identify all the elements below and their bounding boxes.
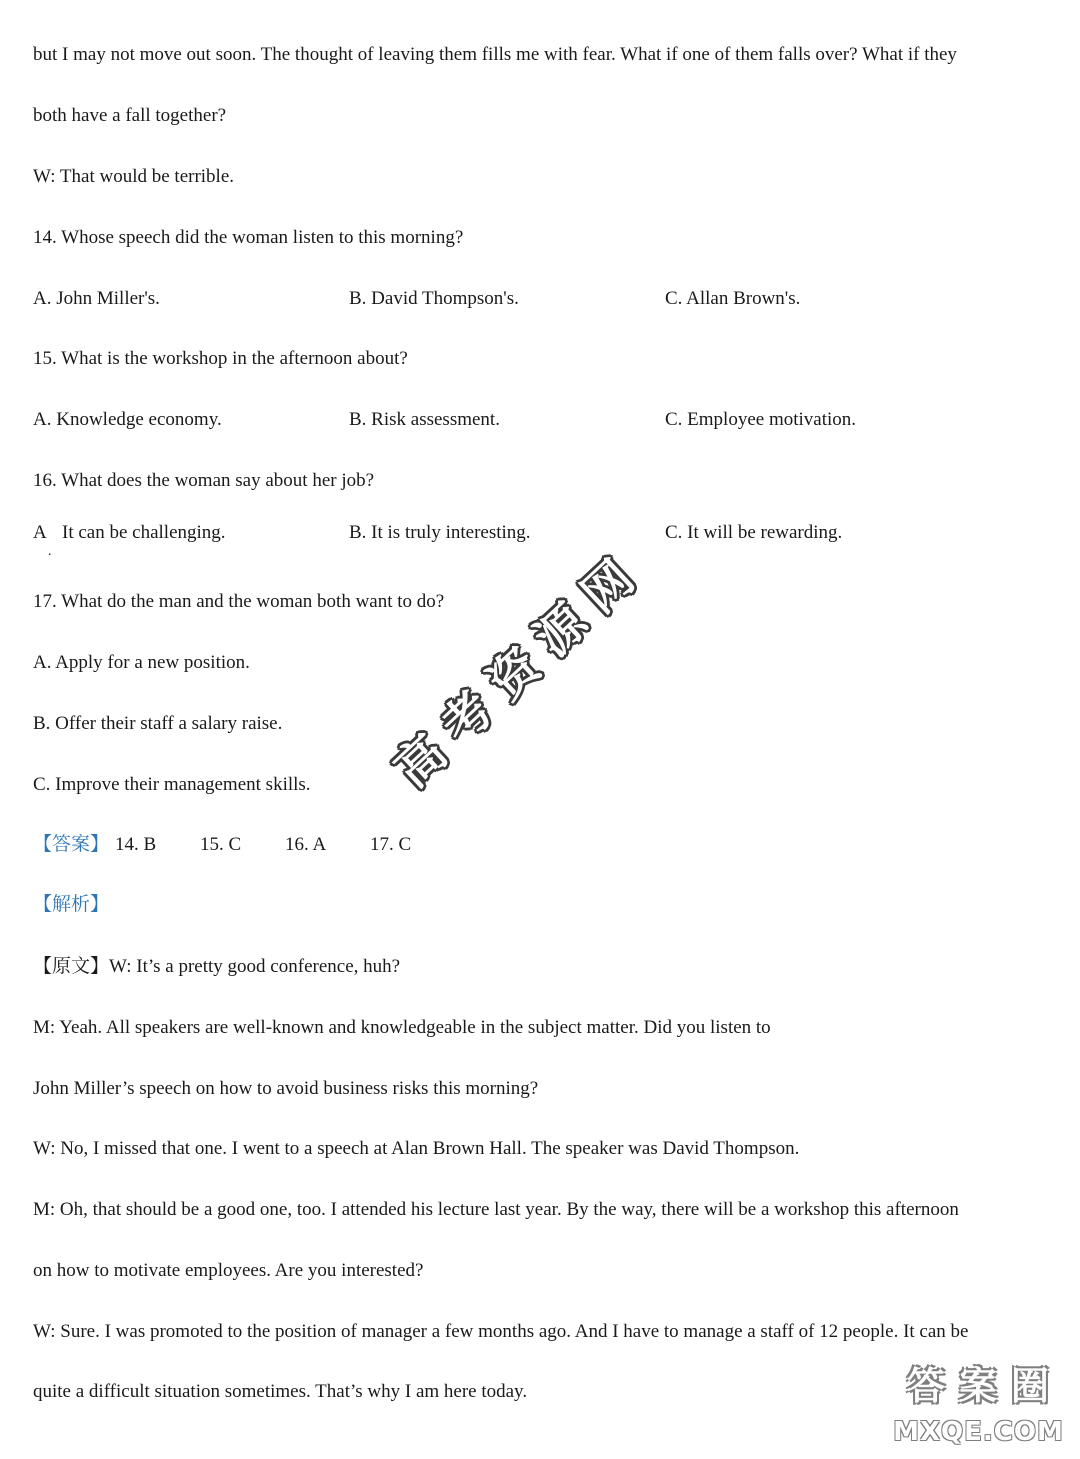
answer-label: 【答案】: [33, 834, 110, 855]
q17-option-b: B. Offer their staff a salary raise.: [33, 713, 283, 734]
original-first-line: [33, 955, 400, 979]
original-line: W: It’s a pretty good conference, huh?: [109, 956, 401, 977]
q17-option-a: A. Apply for a new position.: [33, 652, 250, 673]
answer-item: 16. A: [285, 834, 327, 855]
q16-option-c: C. It will be rewarding.: [665, 522, 843, 543]
analysis-label: 【解析】: [33, 894, 110, 915]
question-17: 17. What do the man and the woman both want to do?: [33, 591, 445, 612]
original-line: M: Yeah. All speakers are well-known and knowledgeable in the subject matter. Did you listen to: [33, 1017, 771, 1038]
q14-option-c: C. Allan Brown's.: [665, 288, 801, 309]
q14-option-a: A. John Miller's.: [33, 288, 160, 309]
original-line: quite a difficult situation sometimes. That’s why I am here today.: [33, 1381, 528, 1402]
q14-option-b: B. David Thompson's.: [349, 288, 519, 309]
watermark-char: 网: [571, 549, 645, 624]
watermark-char: 资: [477, 637, 552, 711]
answer-item: 17. C: [370, 834, 412, 855]
logo-char: 圈: [1010, 1364, 1049, 1408]
original-label: 【原文】: [33, 956, 110, 977]
original-line: W: No, I missed that one. I went to a speech at Alan Brown Hall. The speaker was David Thompson.: [33, 1138, 800, 1159]
transcript-line: but I may not move out soon. The thought of leaving them fills me with fear. What if one of them falls over? What if they: [33, 44, 957, 65]
original-line: on how to motivate employees. Are you interested?: [33, 1260, 424, 1281]
q16-option-a-dot: .: [48, 544, 52, 559]
watermark-char: 考: [431, 680, 505, 755]
q16-option-a-letter: A: [33, 522, 47, 543]
logo-char: 案: [958, 1364, 997, 1408]
answer-item: 14. B: [115, 834, 157, 855]
site-logo: [891, 1362, 1066, 1447]
question-16: 16. What does the woman say about her job?: [33, 470, 375, 491]
watermark-char: 高: [384, 724, 458, 799]
original-line: John Miller’s speech on how to avoid business risks this morning?: [33, 1078, 539, 1099]
question-14: 14. Whose speech did the woman listen to this morning?: [33, 227, 464, 248]
q15-option-c: C. Employee motivation.: [665, 409, 857, 430]
q16-option-a: It can be challenging.: [62, 522, 226, 543]
original-line: W: Sure. I was promoted to the position of manager a few months ago. And I have to manage a staff of 12 people. It can be: [33, 1321, 969, 1342]
transcript-line: W: That would be terrible.: [33, 166, 235, 187]
logo-url: MXQE.COM: [893, 1417, 1064, 1447]
q15-option-a: A. Knowledge economy.: [33, 409, 222, 430]
original-line: M: Oh, that should be a good one, too. I attended his lecture last year. By the way, there will be a workshop this afternoon: [33, 1199, 959, 1220]
answer-item: 15. C: [200, 834, 242, 855]
question-15: 15. What is the workshop in the afternoon about?: [33, 348, 408, 369]
logo-char: 答: [906, 1364, 945, 1408]
watermark: [380, 514, 698, 818]
watermark-char: 源: [524, 593, 599, 668]
q17-option-c: C. Improve their management skills.: [33, 774, 311, 795]
q16-option-b: B. It is truly interesting.: [349, 522, 531, 543]
transcript-line: both have a fall together?: [33, 105, 227, 126]
q15-option-b: B. Risk assessment.: [349, 409, 500, 430]
